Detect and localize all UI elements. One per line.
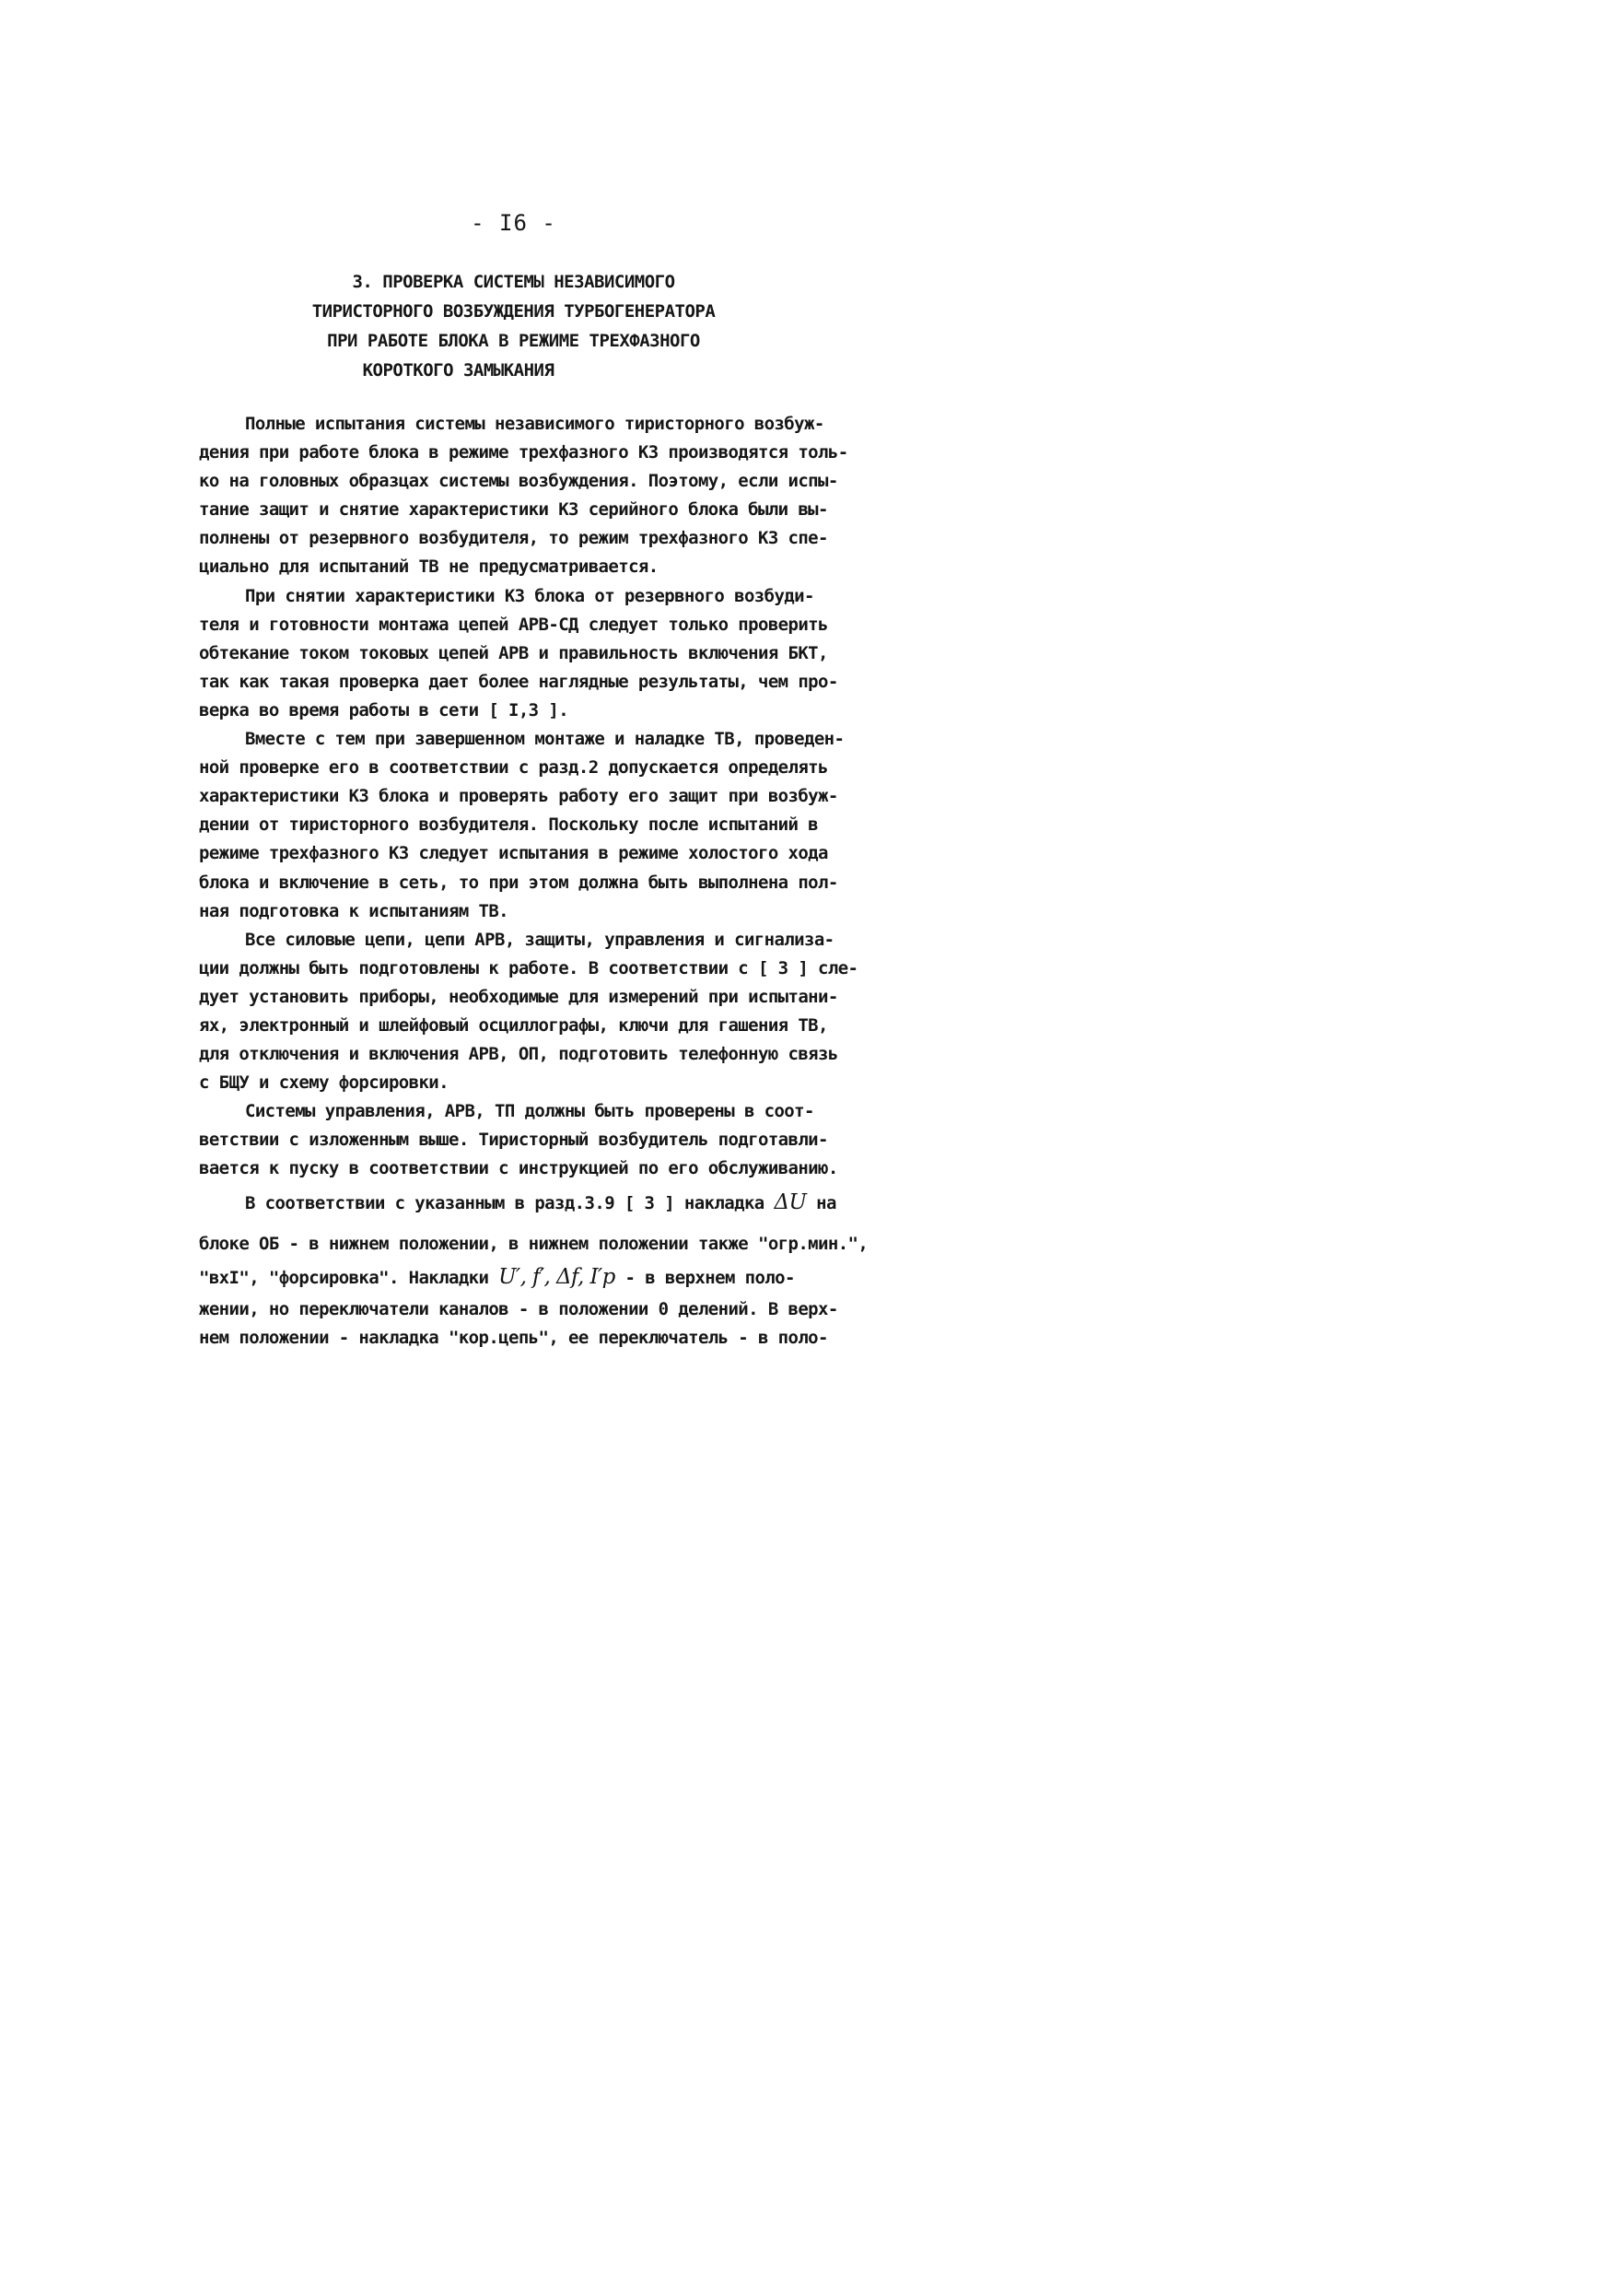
text-line: блоке ОБ - в нижнем положении, в нижнем положении также "огр.мин.",	[199, 1233, 869, 1254]
formula-symbols: U′, f′, Δf, I′p	[498, 1264, 615, 1289]
heading-line: 3. ПРОВЕРКА СИСТЕМЫ НЕЗАВИСИМОГО	[352, 272, 675, 292]
text-line: полнены от резервного возбудителя, то режим трехфазного КЗ спе-	[199, 528, 828, 549]
heading-line: ТИРИСТОРНОГО ВОЗБУЖДЕНИЯ ТУРБОГЕНЕРАТОРА	[311, 301, 716, 322]
heading-line: КОРОТКОГО ЗАМЫКАНИЯ	[362, 360, 554, 381]
document-page	[0, 0, 1027, 1454]
text-line: Вместе с тем при завершенном монтаже и наладке ТВ, проведен-	[245, 729, 845, 750]
line-text: - в верхнем поло-	[614, 1267, 795, 1288]
text-line: дения при работе блока в режиме трехфазного КЗ производятся толь-	[199, 442, 848, 463]
text-line: ветствии с изложенным выше. Тиристорный возбудитель подготавли-	[199, 1130, 828, 1151]
text-line: ко на головных образцах системы возбуждения. Поэтому, если испы-	[199, 471, 838, 492]
delta-u-symbol: ΔU	[774, 1189, 807, 1214]
text-line: ях, электронный и шлейфовый осциллографы, ключи для гашения ТВ,	[199, 1014, 828, 1036]
text-line: циально для испытаний ТВ не предусматривается.	[199, 556, 659, 578]
section-heading	[0, 267, 1027, 385]
text-line: Полные испытания системы независимого тиристорного возбуж-	[245, 414, 824, 434]
text-line: режиме трехфазного КЗ следует испытания в режиме холостого хода	[199, 843, 828, 864]
text-line: жении, но переключатели каналов - в положении 0 делений. В верх-	[199, 1298, 838, 1319]
text-line: вается к пуску в соответствии с инструкцией по его обслуживанию.	[199, 1158, 838, 1179]
text-line: характеристики КЗ блока и проверять работу его защит при возбуж-	[199, 786, 838, 807]
text-line: ная подготовка к испытаниям ТВ.	[199, 900, 509, 921]
text-line: нем положении - накладка "кор.цепь", ее переключатель - в поло-	[199, 1327, 828, 1348]
line-text: на	[806, 1192, 836, 1213]
line-text: В соответствии с указанным в разд.3.9 [ 3 ] накладка	[245, 1192, 775, 1213]
text-line: Все силовые цепи, цепи АРВ, защиты, управления и сигнализа-	[245, 929, 834, 950]
text-line: для отключения и включения АРВ, ОП, подготовить телефонную связь	[199, 1044, 838, 1065]
text-line: ной проверке его в соответствии с разд.2 допускается определять	[199, 757, 828, 779]
line-text: "вхI", "форсировка". Накладки	[199, 1267, 499, 1288]
text-line	[199, 1184, 945, 1221]
heading-line: ПРИ РАБОТЕ БЛОКА В РЕЖИМЕ ТРЕХФАЗНОГО	[327, 331, 700, 351]
text-line: тание защит и снятие характеристики КЗ серийного блока были вы-	[199, 499, 828, 521]
text-line: верка во время работы в сети [ I,3 ].	[199, 699, 569, 720]
text-line: дении от тиристорного возбудителя. Поскольку после испытаний в	[199, 814, 819, 836]
text-line: обтекание током токовых цепей АРВ и правильность включения БКТ,	[199, 642, 828, 663]
text-line: Системы управления, АРВ, ТП должны быть проверены в соот-	[245, 1101, 814, 1122]
body-text	[199, 410, 945, 1353]
text-line: так как такая проверка дает более наглядные результаты, чем про-	[199, 671, 838, 692]
text-line: блока и включение в сеть, то при этом должна быть выполнена пол-	[199, 872, 838, 893]
text-line: ции должны быть подготовлены к работе. В соответствии с [ 3 ] сле-	[199, 957, 858, 978]
text-line: При снятии характеристики КЗ блока от резервного возбуди-	[245, 585, 814, 606]
text-line	[199, 1259, 945, 1295]
text-line: дует установить приборы, необходимые для измерений при испытани-	[199, 986, 838, 1007]
text-line: теля и готовности монтажа цепей АРВ-СД следует только проверить	[199, 614, 828, 635]
text-line: с БЩУ и схему форсировки.	[199, 1072, 449, 1094]
page-number: - I6 -	[471, 210, 556, 236]
